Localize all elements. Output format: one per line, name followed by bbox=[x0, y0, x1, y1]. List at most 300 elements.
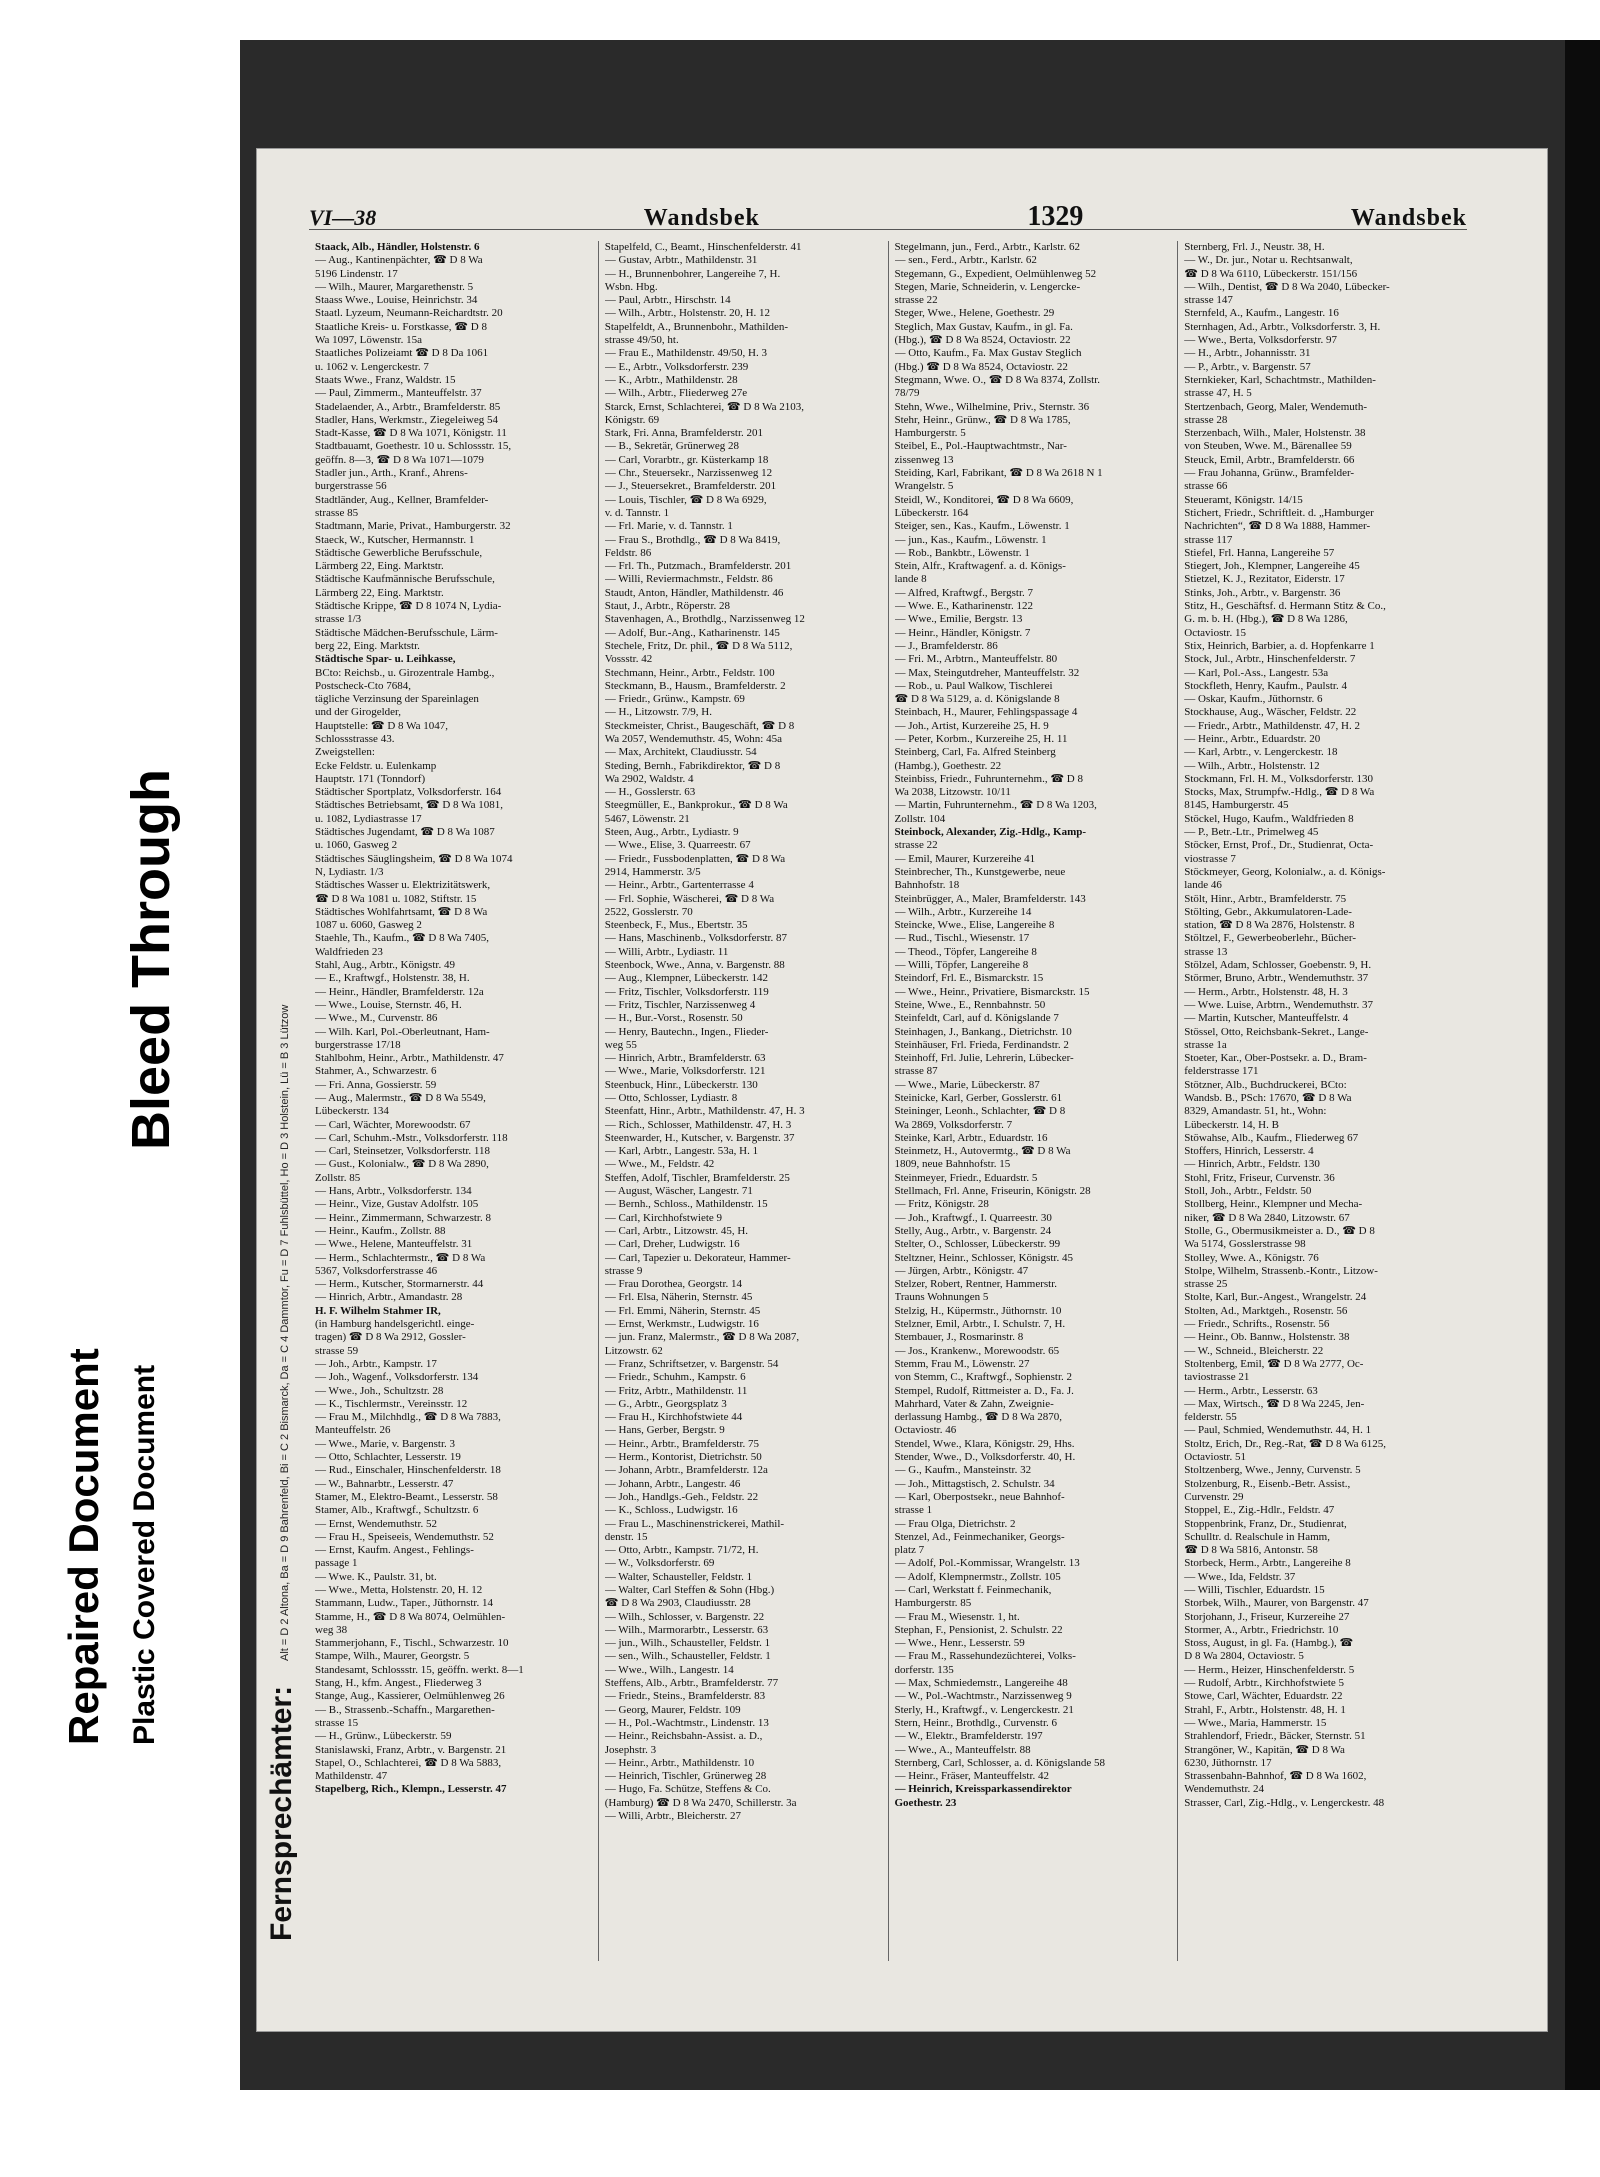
directory-entry: — Paul, Zimmerm., Manteuffelstr. 37 bbox=[315, 387, 482, 400]
directory-entry: Stöcker, Ernst, Prof., Dr., Studienrat, Octa- bbox=[1184, 839, 1374, 852]
scanned-page-area bbox=[240, 40, 1600, 2090]
directory-entry: Stein, Alfr., Kraftwagenf. a. d. Königs- bbox=[894, 560, 1066, 573]
directory-entry: — Heinr., Kaufm., Zollstr. 88 bbox=[315, 1224, 446, 1237]
directory-entry: D 8 Wa 2804, Octaviostr. 5 bbox=[1184, 1650, 1304, 1663]
directory-entry: Städtische Krippe, ☎ D 8 1074 N, Lydia- bbox=[315, 600, 502, 613]
directory-entry: — Fritz, Arbtr., Mathildenstr. 11 bbox=[604, 1384, 748, 1397]
directory-entry: — Herm., Schlachtermstr., ☎ D 8 Wa bbox=[315, 1251, 486, 1264]
directory-entry: Hauptstr. 171 (Tonndorf) bbox=[315, 772, 426, 785]
directory-entry: Stephan, F., Pensionist, 2. Schulstr. 22 bbox=[894, 1623, 1063, 1636]
directory-entry: — Aug., Kantinenpächter, ☎ D 8 Wa bbox=[315, 254, 483, 267]
directory-entry: Stahl, Aug., Arbtr., Königstr. 49 bbox=[315, 959, 455, 972]
directory-entry: Staehle, Th., Kaufm., ☎ D 8 Wa 7405, bbox=[315, 932, 490, 945]
directory-entry: strasse 85 bbox=[315, 506, 359, 519]
directory-entry: Stockmann, Frl. H. M., Volksdorferstr. 130 bbox=[1184, 772, 1373, 785]
directory-entry: — E., Kraftwgf., Holstenstr. 38, H. bbox=[315, 972, 470, 985]
directory-entry: — Wilh. Karl, Pol.-Oberleutnant, Ham- bbox=[315, 1025, 490, 1038]
directory-entry: Stadt-Kasse, ☎ D 8 Wa 1071, Königstr. 11 bbox=[315, 427, 507, 440]
directory-entry: — Frau Johanna, Grünw., Bramfelder- bbox=[1184, 467, 1355, 480]
page-body bbox=[265, 201, 1467, 1971]
directory-entry: Stolte, Karl, Bur.-Angest., Wrangelstr. 24 bbox=[1184, 1291, 1367, 1304]
directory-entry: — Heinrich, Tischler, Grünerweg 28 bbox=[604, 1770, 767, 1783]
directory-entry: Steindorf, Frl. E., Bismarckstr. 15 bbox=[894, 972, 1044, 985]
directory-entry: 1809, neue Bahnhofstr. 15 bbox=[894, 1158, 1011, 1171]
directory-entry: taviostrasse 21 bbox=[1184, 1371, 1250, 1384]
directory-entry: Steckmann, B., Hausm., Bramfelderstr. 2 bbox=[604, 679, 786, 692]
directory-entry: Steger, Wwe., Helene, Goethestr. 29 bbox=[894, 307, 1055, 320]
directory-entry: — Wilh., Arbtr., Kurzereihe 14 bbox=[894, 905, 1032, 918]
directory-entry: Staatl. Lyzeum, Neumann-Reichardtstr. 20 bbox=[315, 307, 503, 320]
directory-entry: — Carl, Vorarbtr., gr. Küsterkamp 18 bbox=[604, 453, 769, 466]
directory-entry: — Heinr., Händler, Königstr. 7 bbox=[894, 626, 1031, 639]
directory-entry: — Wwe., M., Feldstr. 42 bbox=[604, 1158, 715, 1171]
directory-entry: — Max, Wirtsch., ☎ D 8 Wa 2245, Jen- bbox=[1184, 1397, 1365, 1410]
directory-entry: — Peter, Korbm., Kurzereihe 25, H. 11 bbox=[894, 732, 1068, 745]
directory-entry: 6230, Jüthornstr. 17 bbox=[1184, 1756, 1272, 1769]
directory-entry: Strassenbahn-Bahnhof, ☎ D 8 Wa 1602, bbox=[1184, 1770, 1367, 1783]
directory-entry: — Adolf, Bur.-Ang., Katharinenstr. 145 bbox=[604, 626, 780, 639]
directory-entry: — Frau H., Kirchhofstwiete 44 bbox=[604, 1411, 743, 1424]
directory-entry: Stolley, Wwe. A., Königstr. 76 bbox=[1184, 1251, 1319, 1264]
directory-entry: Stelzig, H., Küpermstr., Jüthornstr. 10 bbox=[894, 1304, 1062, 1317]
directory-page bbox=[256, 148, 1548, 2032]
directory-entry: — Willi, Reviermachmstr., Feldstr. 86 bbox=[604, 573, 773, 586]
directory-entry: — Karl, Arbtr., v. Lengerckestr. 18 bbox=[1184, 746, 1338, 759]
directory-entry: — Wilh., Marmorarbtr., Lesserstr. 63 bbox=[604, 1623, 769, 1636]
directory-entry: Stöckmeyer, Georg, Kolonialw., a. d. Königs- bbox=[1184, 865, 1386, 878]
directory-entry: strasse 13 bbox=[1184, 945, 1228, 958]
directory-entry: Störmer, Bruno, Arbtr., Wendemuthstr. 37 bbox=[1184, 972, 1369, 985]
directory-entry: Curvenstr. 29 bbox=[1184, 1490, 1244, 1503]
directory-entry: strasse 66 bbox=[1184, 480, 1228, 493]
directory-entry: Städtisches Betriebsamt, ☎ D 8 Wa 1081, bbox=[315, 799, 503, 812]
directory-entry: Steenbuck, Hinr., Lübeckerstr. 130 bbox=[604, 1078, 758, 1091]
directory-entry: — Rudolf, Arbtr., Kirchhofstwiete 5 bbox=[1184, 1677, 1345, 1690]
directory-entry: strasse 28 bbox=[1184, 413, 1228, 426]
directory-entry: ☎ D 8 Wa 2903, Claudiusstr. 28 bbox=[604, 1597, 751, 1610]
directory-entry: Städtisches Wasser u. Elektrizitätswerk, bbox=[315, 879, 491, 892]
directory-entry: 8145, Hamburgerstr. 45 bbox=[1184, 799, 1289, 812]
directory-entry: von Stemm, C., Kraftwgf., Sophienstr. 2 bbox=[894, 1371, 1073, 1384]
directory-entry: — P., Betr.-Ltr., Primelweg 45 bbox=[1184, 826, 1319, 839]
directory-entry: G. m. b. H. (Hbg.), ☎ D 8 Wa 1286, bbox=[1184, 613, 1348, 626]
directory-entry: strasse 47, H. 5 bbox=[1184, 387, 1252, 400]
directory-entry: Steltzner, Heinr., Schlosser, Königstr. 45 bbox=[894, 1251, 1073, 1264]
directory-entry: — sen., Wilh., Schausteller, Feldstr. 1 bbox=[604, 1650, 771, 1663]
directory-entry: — Heinr., Zimmermann, Schwarzestr. 8 bbox=[315, 1211, 491, 1224]
directory-entry: — Wwe., Wilh., Langestr. 14 bbox=[604, 1663, 734, 1676]
directory-entry: Steinmeyer, Friedr., Eduardstr. 5 bbox=[894, 1171, 1038, 1184]
directory-entry: Königstr. 69 bbox=[604, 413, 660, 426]
directory-entry: — Otto, Kaufm., Fa. Max Gustav Steglich bbox=[894, 347, 1082, 360]
directory-entry: Steinbrecher, Th., Kunstgewerbe, neue bbox=[894, 865, 1066, 878]
directory-entry: Stoltz, Erich, Dr., Reg.-Rat, ☎ D 8 Wa 6125, bbox=[1184, 1437, 1386, 1450]
directory-entry: ☎ D 8 Wa 6110, Lübeckerstr. 151/156 bbox=[1184, 267, 1358, 280]
directory-entry: Staatliches Polizeiamt ☎ D 8 Da 1061 bbox=[315, 347, 489, 360]
directory-entry: — Herm., Heizer, Hinschenfelderstr. 5 bbox=[1184, 1663, 1355, 1676]
directory-entry: Stamme, H., ☎ D 8 Wa 8074, Oelmühlen- bbox=[315, 1610, 506, 1623]
directory-entry: — Theod., Töpfer, Langereihe 8 bbox=[894, 945, 1037, 958]
directory-entry: — Emil, Maurer, Kurzereihe 41 bbox=[894, 852, 1036, 865]
directory-entry: Stadtbauamt, Goethestr. 10 u. Schlossstr. 15, bbox=[315, 440, 512, 453]
directory-entry: — Wwe., M., Curvenstr. 86 bbox=[315, 1012, 438, 1025]
directory-entry: Strasser, Carl, Zig.-Hdlg., v. Lengerckestr. 48 bbox=[1184, 1796, 1385, 1809]
directory-entry: — Wwe., Heinr., Privatiere, Bismarckstr. 15 bbox=[894, 985, 1090, 998]
directory-entry: Staass Wwe., Louise, Heinrichstr. 34 bbox=[315, 294, 478, 307]
directory-entry: — Louis, Tischler, ☎ D 8 Wa 6929, bbox=[604, 493, 767, 506]
directory-entry: Städtische Mädchen-Berufsschule, Lärm- bbox=[315, 626, 498, 639]
directory-entry: Stelzer, Robert, Rentner, Hammerstr. bbox=[894, 1278, 1058, 1291]
directory-entry: ☎ D 8 Wa 1081 u. 1082, Stiftstr. 15 bbox=[315, 892, 477, 905]
directory-entry: — W., Pol.-Wachtmstr., Narzissenweg 9 bbox=[894, 1690, 1072, 1703]
directory-entry: Stamer, M., Elektro-Beamt., Lesserstr. 58 bbox=[315, 1490, 498, 1503]
directory-entry: — Wwe., Marie, Lübeckerstr. 87 bbox=[894, 1078, 1040, 1091]
directory-entry: N, Lydiastr. 1/3 bbox=[315, 865, 384, 878]
directory-entry: Sternberg, Carl, Schlosser, a. d. Königslande 58 bbox=[894, 1756, 1105, 1769]
directory-entry: Vossstr. 42 bbox=[604, 653, 653, 666]
directory-entry: Stockfleth, Henry, Kaufm., Paulstr. 4 bbox=[1184, 679, 1347, 692]
directory-entry: — Heinr., Arbtr., Bramfelderstr. 75 bbox=[604, 1437, 760, 1450]
directory-entry: Hamburgerstr. 5 bbox=[894, 427, 966, 440]
directory-entry: strasse 1/3 bbox=[315, 613, 362, 626]
directory-entry: — Carl, Arbtr., Litzowstr. 45, H. bbox=[604, 1224, 749, 1237]
directory-entry: derlassung Hambg., ☎ D 8 Wa 2870, bbox=[894, 1411, 1063, 1424]
directory-entry: Bahnhofstr. 18 bbox=[894, 879, 960, 892]
directory-entry: Wsbn. Hbg. bbox=[604, 280, 658, 293]
directory-entry: felderstr. 55 bbox=[1184, 1411, 1237, 1424]
directory-entry: — Friedr., Schrifts., Rosenstr. 56 bbox=[1184, 1318, 1330, 1331]
directory-entry: Steueramt, Königstr. 14/15 bbox=[1184, 493, 1303, 506]
directory-entry: — Fri. Anna, Gossierstr. 59 bbox=[315, 1078, 437, 1091]
directory-entry: Stapel, O., Schlachterei, ☎ D 8 Wa 5883, bbox=[315, 1756, 502, 1769]
directory-entry: — Rud., Einschaler, Hinschenfelderstr. 18 bbox=[315, 1464, 501, 1477]
directory-entry: berg 22, Eing. Marktstr. bbox=[315, 639, 420, 652]
directory-entry: Storbek, Wilh., Maurer, von Bargenstr. 47 bbox=[1184, 1597, 1369, 1610]
directory-entry: Steenwarder, H., Kutscher, v. Bargenstr. 37 bbox=[604, 1131, 795, 1144]
directory-entry: — Carl, Schuhm.-Mstr., Volksdorferstr. 118 bbox=[315, 1131, 508, 1144]
directory-entry: — Carl, Dreher, Ludwigstr. 16 bbox=[604, 1238, 740, 1251]
directory-entry: — Hans, Maschinenb., Volksdorferstr. 87 bbox=[604, 932, 788, 945]
directory-entry: — Wwe., Louise, Sternstr. 46, H. bbox=[315, 998, 462, 1011]
directory-entry: — Wwe., Marie, v. Bargenstr. 3 bbox=[315, 1437, 456, 1450]
directory-entry: — Wwe., Ida, Feldstr. 37 bbox=[1184, 1570, 1296, 1583]
directory-entry: Litzowstr. 62 bbox=[604, 1344, 663, 1357]
directory-entry: — Fritz, Tischler, Volksdorferstr. 119 bbox=[604, 985, 769, 998]
directory-entry: Mathildenstr. 47 bbox=[315, 1770, 388, 1783]
directory-entry: — Friedr., Steins., Bramfelderstr. 83 bbox=[604, 1690, 766, 1703]
directory-entry: Lübeckerstr. 134 bbox=[315, 1105, 389, 1118]
directory-entry: Lübeckerstr. 164 bbox=[894, 506, 969, 519]
directory-entry: Stölt, Hinr., Arbtr., Bramfelderstr. 75 bbox=[1184, 892, 1347, 905]
directory-entry: strasse 147 bbox=[1184, 294, 1233, 307]
page-header bbox=[309, 201, 1467, 230]
directory-entry: Stöwahse, Alb., Kaufm., Fliederweg 67 bbox=[1184, 1131, 1359, 1144]
directory-entry: (Hbg.), ☎ D 8 Wa 8524, Octaviostr. 22 bbox=[894, 334, 1071, 347]
directory-entry: Stix, Heinrich, Barbier, a. d. Hopfenkarre 1 bbox=[1184, 639, 1375, 652]
directory-entry: Städtisches Wohlfahrtsamt, ☎ D 8 Wa bbox=[315, 905, 488, 918]
directory-entry: Steinicke, Karl, Gerber, Gosslerstr. 61 bbox=[894, 1092, 1063, 1104]
directory-entry: — Fritz, Tischler, Narzissenweg 4 bbox=[604, 998, 756, 1011]
directory-entry: Städtischer Sportplatz, Volksdorferstr. 164 bbox=[315, 786, 502, 799]
directory-entry: Strahl, F., Arbtr., Holstenstr. 48, H. 1 bbox=[1184, 1703, 1346, 1716]
directory-entry: — Rud., Tischl., Wiesenstr. 17 bbox=[894, 932, 1030, 945]
directory-entry: ☎ D 8 Wa 5129, a. d. Königslande 8 bbox=[894, 693, 1060, 706]
directory-entry: 8329, Amandastr. 51, ht., Wohn: bbox=[1184, 1105, 1327, 1118]
directory-entry: Steffen, Adolf, Tischler, Bramfelderstr. 25 bbox=[604, 1171, 790, 1184]
directory-entry: lande 8 bbox=[894, 573, 927, 586]
directory-entry: — Wilh., Arbtr., Holstenstr. 20, H. 12 bbox=[604, 307, 771, 320]
directory-entry: Postscheck-Cto 7684, bbox=[315, 679, 411, 692]
directory-entry: — Wwe., A., Manteuffelstr. 88 bbox=[894, 1743, 1031, 1756]
directory-entry: strasse 22 bbox=[894, 294, 938, 307]
directory-entry: strasse 1a bbox=[1184, 1038, 1227, 1051]
directory-entry: Stohl, Fritz, Friseur, Curvenstr. 36 bbox=[1184, 1171, 1335, 1184]
directory-entry: — Frau Olga, Dietrichstr. 2 bbox=[894, 1517, 1016, 1530]
directory-entry: Stössel, Otto, Reichsbank-Sekret., Lange- bbox=[1184, 1025, 1369, 1038]
directory-entry: strasse 87 bbox=[894, 1065, 938, 1078]
directory-entry: strasse 9 bbox=[604, 1264, 643, 1277]
directory-entry: Stelter, O., Schlosser, Lübeckerstr. 99 bbox=[894, 1238, 1061, 1251]
side-labels bbox=[0, 0, 230, 2177]
directory-columns bbox=[309, 241, 1467, 1961]
directory-entry: — Hinrich, Arbtr., Bramfelderstr. 63 bbox=[604, 1052, 766, 1065]
directory-entry: Stoeter, Kar., Ober-Postsekr. a. D., Bram- bbox=[1184, 1052, 1367, 1065]
directory-entry: Octaviostr. 51 bbox=[1184, 1451, 1246, 1464]
directory-entry: Staats Wwe., Franz, Waldstr. 15 bbox=[315, 373, 456, 386]
directory-entry: 5367, Volksdorferstrasse 46 bbox=[315, 1264, 438, 1277]
directory-entry: Steidl, W., Konditorei, ☎ D 8 Wa 6609, bbox=[894, 493, 1074, 506]
directory-entry: Stembauer, J., Rosmarinstr. 8 bbox=[894, 1331, 1024, 1344]
directory-entry: — Karl, Pol.-Ass., Langestr. 53a bbox=[1184, 666, 1329, 679]
directory-entry: und der Girogelder, bbox=[315, 706, 402, 719]
directory-entry: — Heinr., Reichsbahn-Assist. a. D., bbox=[604, 1730, 763, 1743]
directory-entry: Sternfeld, A., Kaufm., Langestr. 16 bbox=[1184, 307, 1339, 320]
directory-entry: Steininger, Leonh., Schlachter, ☎ D 8 bbox=[894, 1105, 1066, 1118]
directory-entry: strasse 117 bbox=[1184, 533, 1233, 546]
directory-entry: — Carl, Werkstatt f. Feinmechanik, bbox=[894, 1583, 1052, 1596]
directory-entry: burgerstrasse 17/18 bbox=[315, 1038, 401, 1051]
directory-entry: Stange, Aug., Kassierer, Oelmühlenweg 26 bbox=[315, 1690, 505, 1703]
directory-entry: — Max, Architekt, Claudiusstr. 54 bbox=[604, 746, 757, 759]
directory-entry: Stechele, Fritz, Dr. phil., ☎ D 8 Wa 5112, bbox=[604, 639, 793, 652]
directory-entry: — jun. Franz, Malermstr., ☎ D 8 Wa 2087, bbox=[604, 1331, 800, 1344]
directory-entry: — Fri. M., Arbtrn., Manteuffelstr. 80 bbox=[894, 653, 1058, 666]
directory-entry: — Franz, Schriftsetzer, v. Bargenstr. 54 bbox=[604, 1357, 779, 1370]
directory-entry: — W., Volksdorferstr. 69 bbox=[604, 1557, 715, 1570]
directory-entry: — Frau M., Wiesenstr. 1, ht. bbox=[894, 1610, 1020, 1623]
directory-entry: — Hinrich, Arbtr., Feldstr. 130 bbox=[1184, 1158, 1320, 1171]
directory-entry: — sen., Ferd., Arbtr., Karlstr. 62 bbox=[894, 254, 1037, 267]
directory-entry: Staut, J., Arbtr., Röperstr. 28 bbox=[604, 600, 731, 613]
column-3 bbox=[888, 241, 1178, 1961]
directory-entry: — Joh., Mittagstisch, 2. Schulstr. 34 bbox=[894, 1477, 1055, 1490]
directory-entry: (in Hamburg handelsgerichtl. einge- bbox=[315, 1318, 475, 1331]
directory-entry: Schlossstrasse 43. bbox=[315, 732, 395, 745]
directory-entry: Stiefel, Frl. Hanna, Langereihe 57 bbox=[1184, 546, 1335, 559]
directory-entry: Stoppenbrink, Franz, Dr., Studienrat, bbox=[1184, 1517, 1347, 1530]
directory-entry: Steegmüller, E., Bankprokur., ☎ D 8 Wa bbox=[604, 799, 788, 812]
directory-entry: Steinberg, Carl, Fa. Alfred Steinberg bbox=[894, 746, 1056, 759]
directory-entry: Stolpe, Wilhelm, Strassenb.-Kontr., Litzow- bbox=[1184, 1264, 1378, 1277]
directory-entry: Steenfatt, Hinr., Arbtr., Mathildenstr. 47, H. 3 bbox=[604, 1105, 805, 1118]
directory-entry: Storbeck, Herm., Arbtr., Langereihe 8 bbox=[1184, 1557, 1351, 1570]
directory-entry: — Gustav, Arbtr., Mathildenstr. 31 bbox=[604, 254, 758, 267]
directory-entry: — Karl, Oberpostsekr., neue Bahnhof- bbox=[894, 1490, 1065, 1503]
directory-entry: strasse 59 bbox=[315, 1344, 359, 1357]
directory-entry: — Wwe., Joh., Schultzstr. 28 bbox=[315, 1384, 444, 1397]
directory-entry: — Frau S., Brothdlg., ☎ D 8 Wa 8419, bbox=[604, 533, 781, 546]
directory-entry: — Johann, Arbtr., Bramfelderstr. 12a bbox=[604, 1464, 768, 1477]
directory-entry: Stormer, A., Arbtr., Friedrichstr. 10 bbox=[1184, 1623, 1339, 1636]
exchange-spine bbox=[263, 281, 303, 1701]
directory-entry: Stöckel, Hugo, Kaufm., Waldfrieden 8 bbox=[1184, 812, 1354, 825]
directory-entry: — Hinrich, Arbtr., Amandastr. 28 bbox=[315, 1291, 463, 1304]
directory-entry: Stoltenberg, Emil, ☎ D 8 Wa 2777, Oc- bbox=[1184, 1357, 1364, 1370]
bleed-through-label: Bleed Through bbox=[121, 769, 181, 1150]
directory-entry: lande 46 bbox=[1184, 879, 1222, 892]
directory-entry: — Carl, Tapezier u. Dekorateur, Hammer- bbox=[604, 1251, 791, 1264]
directory-entry: Stapelberg, Rich., Klempn., Lesserstr. 47 bbox=[315, 1783, 507, 1796]
directory-entry: — J., Steuersekret., Bramfelderstr. 201 bbox=[604, 480, 777, 493]
directory-entry: — W., Dr. jur., Notar u. Rechtsanwalt, bbox=[1184, 254, 1353, 267]
directory-entry: Stemm, Frau M., Löwenstr. 27 bbox=[894, 1357, 1030, 1370]
directory-entry: Steuck, Emil, Arbtr., Bramfelderstr. 66 bbox=[1184, 453, 1355, 466]
directory-entry: Stockhause, Aug., Wäscher, Feldstr. 22 bbox=[1184, 706, 1357, 719]
directory-entry: — Herm., Kontorist, Dietrichstr. 50 bbox=[604, 1451, 762, 1464]
directory-entry: — Jürgen, Arbtr., Königstr. 47 bbox=[894, 1264, 1029, 1277]
directory-entry: — Adolf, Klempnermstr., Zollstr. 105 bbox=[894, 1570, 1061, 1583]
directory-entry: geöffn. 8—3, ☎ D 8 Wa 1071—1079 bbox=[315, 453, 484, 466]
directory-entry: Steding, Bernh., Fabrikdirektor, ☎ D 8 bbox=[604, 759, 781, 772]
directory-entry: Stollberg, Heinr., Klempner und Mecha- bbox=[1184, 1198, 1363, 1211]
directory-entry: — Friedr., Arbtr., Mathildenstr. 47, H. 2 bbox=[1184, 719, 1360, 732]
directory-entry: Stoppel, E., Zig.-Hdlr., Feldstr. 47 bbox=[1184, 1504, 1335, 1517]
directory-entry: — W., Schneid., Bleicherstr. 22 bbox=[1184, 1344, 1324, 1357]
directory-entry: — Ernst, Werkmstr., Ludwigstr. 16 bbox=[604, 1318, 759, 1331]
directory-entry: BCto: Reichsb., u. Girozentrale Hambg., bbox=[315, 666, 495, 679]
directory-entry: — Heinr., Ob. Bannw., Holstenstr. 38 bbox=[1184, 1331, 1350, 1344]
directory-entry: Stietzel, K. J., Rezitator, Eiderstr. 17 bbox=[1184, 573, 1345, 586]
directory-entry: — Rob., u. Paul Walkow, Tischlerei bbox=[894, 679, 1053, 692]
directory-entry: Lärmberg 22, Eing. Marktstr. bbox=[315, 586, 444, 599]
directory-entry: Lärmberg 22, Eing. Marktstr. bbox=[315, 560, 444, 573]
directory-entry: — Herm., Arbtr., Lesserstr. 63 bbox=[1184, 1384, 1318, 1397]
directory-entry: Steinhoff, Frl. Julie, Lehrerin, Lübecker- bbox=[894, 1052, 1074, 1065]
directory-entry: Stoss, August, in gl. Fa. (Hambg.), ☎ bbox=[1184, 1637, 1354, 1650]
directory-entry: Sternhagen, Ad., Arbtr., Volksdorferstr. 3, H. bbox=[1184, 320, 1381, 333]
directory-entry: — Martin, Fuhrunternehm., ☎ D 8 Wa 1203, bbox=[894, 799, 1097, 812]
fernsprech-heading: Fernsprechämter: bbox=[265, 1685, 298, 1941]
directory-entry: Sternberg, Frl. J., Neustr. 38, H. bbox=[1184, 241, 1325, 253]
directory-entry: Stölzel, Adam, Schlosser, Goebenstr. 9, H. bbox=[1184, 959, 1372, 972]
directory-entry: Mahrhard, Vater & Zahn, Zweignie- bbox=[894, 1397, 1054, 1410]
directory-entry: weg 55 bbox=[604, 1038, 637, 1051]
directory-entry: Stadler jun., Arth., Kranf., Ahrens- bbox=[315, 467, 468, 480]
directory-entry: Steine, Wwe., E., Rennbahnstr. 50 bbox=[894, 998, 1046, 1011]
directory-entry: Steiding, Karl, Fabrikant, ☎ D 8 Wa 2618 N 1 bbox=[894, 467, 1103, 480]
page-number: 1329 bbox=[1027, 201, 1084, 232]
directory-entry: — Willi, Tischler, Eduardstr. 15 bbox=[1184, 1583, 1325, 1596]
directory-entry: Stegelmann, jun., Ferd., Arbtr., Karlstr. 62 bbox=[894, 241, 1080, 253]
directory-entry: — Willi, Arbtr., Lydiastr. 11 bbox=[604, 945, 729, 958]
directory-entry: Stertzenbach, Georg, Maler, Wendemuth- bbox=[1184, 400, 1368, 413]
directory-entry: — K., Arbtr., Mathildenstr. 28 bbox=[604, 373, 738, 386]
directory-entry: — Wwe., Metta, Holstenstr. 20, H. 12 bbox=[315, 1583, 483, 1596]
directory-entry: — Herm., Kutscher, Stormarnerstr. 44 bbox=[315, 1278, 484, 1291]
directory-entry: Stolten, Ad., Marktgeh., Rosenstr. 56 bbox=[1184, 1304, 1348, 1317]
directory-entry: v. d. Tannstr. 1 bbox=[604, 506, 670, 519]
directory-entry: — Heinr., Fräser, Manteuffelstr. 42 bbox=[894, 1770, 1050, 1783]
directory-entry: Steinbrügger, A., Maler, Bramfelderstr. 143 bbox=[894, 892, 1086, 905]
directory-entry: Städtisches Jugendamt, ☎ D 8 Wa 1087 bbox=[315, 826, 495, 839]
directory-entry: Stolle, G., Obermusikmeister a. D., ☎ D 8 bbox=[1184, 1224, 1375, 1237]
directory-entry: — Hugo, Fa. Schütze, Steffens & Co. bbox=[604, 1783, 771, 1796]
directory-entry: — Aug., Malermstr., ☎ D 8 Wa 5549, bbox=[315, 1092, 486, 1104]
directory-entry: Hauptstelle: ☎ D 8 Wa 1047, bbox=[315, 719, 448, 732]
directory-entry: — Paul, Schmied, Wendemuthstr. 44, H. 1 bbox=[1184, 1424, 1372, 1437]
directory-entry: u. 1082, Lydiastrasse 17 bbox=[315, 812, 422, 825]
directory-entry: Stegmann, Wwe. O., ☎ D 8 Wa 8374, Zollstr. bbox=[894, 373, 1101, 386]
directory-entry: Steibel, E., Pol.-Hauptwachtmstr., Nar- bbox=[894, 440, 1067, 453]
directory-entry: Staeck, W., Kutscher, Hermannstr. 1 bbox=[315, 533, 475, 546]
directory-entry: Stehr, Heinr., Grünw., ☎ D 8 Wa 1785, bbox=[894, 413, 1071, 426]
directory-entry: — Willi, Töpfer, Langereihe 8 bbox=[894, 959, 1029, 972]
directory-entry: — Frl. Th., Putzmach., Bramfelderstr. 201 bbox=[604, 560, 792, 573]
directory-entry: (Hambg.), Goethestr. 22 bbox=[894, 759, 1002, 772]
directory-entry: Wa 5174, Gosslerstrasse 98 bbox=[1184, 1238, 1306, 1251]
directory-entry: Zollstr. 85 bbox=[315, 1171, 361, 1184]
directory-entry: — Alfred, Kraftwgf., Bergstr. 7 bbox=[894, 586, 1033, 599]
directory-entry: — Heinr., Arbtr., Eduardstr. 20 bbox=[1184, 732, 1321, 745]
directory-entry: strasse 15 bbox=[315, 1716, 359, 1729]
directory-entry: Stölting, Gebr., Akkumulatoren-Lade- bbox=[1184, 905, 1352, 918]
directory-entry: strasse 22 bbox=[894, 839, 938, 852]
directory-entry: Stoffers, Hinrich, Lesserstr. 4 bbox=[1184, 1145, 1314, 1158]
directory-entry: Steinbock, Alexander, Zig.-Hdlg., Kamp- bbox=[894, 826, 1087, 839]
directory-entry: Staudt, Anton, Händler, Mathildenstr. 46 bbox=[604, 586, 784, 599]
directory-entry: viostrasse 7 bbox=[1184, 852, 1236, 865]
directory-entry: Steincke, Wwe., Elise, Langereihe 8 bbox=[894, 919, 1055, 932]
directory-entry: Städtisches Säuglingsheim, ☎ D 8 Wa 1074 bbox=[315, 852, 513, 865]
directory-entry: — Walter, Schausteller, Feldstr. 1 bbox=[604, 1570, 753, 1583]
directory-entry: passage 1 bbox=[315, 1557, 358, 1570]
directory-entry: Staatliche Kreis- u. Forstkasse, ☎ D 8 bbox=[315, 320, 487, 333]
directory-entry: Stadler, Hans, Werkmstr., Ziegeleiweg 54 bbox=[315, 413, 498, 426]
directory-entry: — Otto, Schlachter, Lesserstr. 19 bbox=[315, 1451, 461, 1464]
right-city-heading: Wandsbek bbox=[1350, 205, 1467, 231]
directory-entry: — Wwe. E., Katharinenstr. 122 bbox=[894, 600, 1033, 613]
directory-entry: — Bernh., Schloss., Mathildenstr. 15 bbox=[604, 1198, 768, 1211]
directory-entry: — K., Schloss., Ludwigstr. 16 bbox=[604, 1504, 738, 1517]
directory-entry: Steiger, sen., Kas., Kaufm., Löwenstr. 1 bbox=[894, 520, 1070, 533]
directory-entry: Stocks, Max, Strumpfw.-Hdlg., ☎ D 8 Wa bbox=[1184, 786, 1375, 799]
directory-entry: — Wwe., Maria, Hammerstr. 15 bbox=[1184, 1716, 1327, 1729]
directory-entry: — W., Bahnarbtr., Lesserstr. 47 bbox=[315, 1477, 454, 1490]
directory-entry: — Frau M., Rassehundezüchterei, Volks- bbox=[894, 1650, 1076, 1663]
directory-entry: — H., Bur.-Vorst., Rosenstr. 50 bbox=[604, 1012, 743, 1025]
directory-entry: — H., Pol.-Wachtmstr., Lindenstr. 13 bbox=[604, 1716, 769, 1729]
directory-entry: — H., Arbtr., Johannisstr. 31 bbox=[1184, 347, 1311, 360]
directory-entry: — Gust., Kolonialw., ☎ D 8 Wa 2890, bbox=[315, 1158, 489, 1171]
directory-entry: — B., Sekretär, Grünerweg 28 bbox=[604, 440, 740, 453]
directory-entry: Stadtmann, Marie, Privat., Hamburgerstr. 32 bbox=[315, 520, 511, 533]
directory-entry: — jun., Kas., Kaufm., Löwenstr. 1 bbox=[894, 533, 1047, 546]
directory-entry: — P., Arbtr., v. Bargenstr. 57 bbox=[1184, 360, 1311, 373]
directory-entry: — Rob., Bankbtr., Löwenstr. 1 bbox=[894, 546, 1030, 559]
directory-entry: Stinks, Joh., Arbtr., v. Bargenstr. 36 bbox=[1184, 586, 1341, 599]
directory-entry: strasse 1 bbox=[894, 1504, 933, 1517]
directory-entry: Octaviostr. 15 bbox=[1184, 626, 1246, 639]
